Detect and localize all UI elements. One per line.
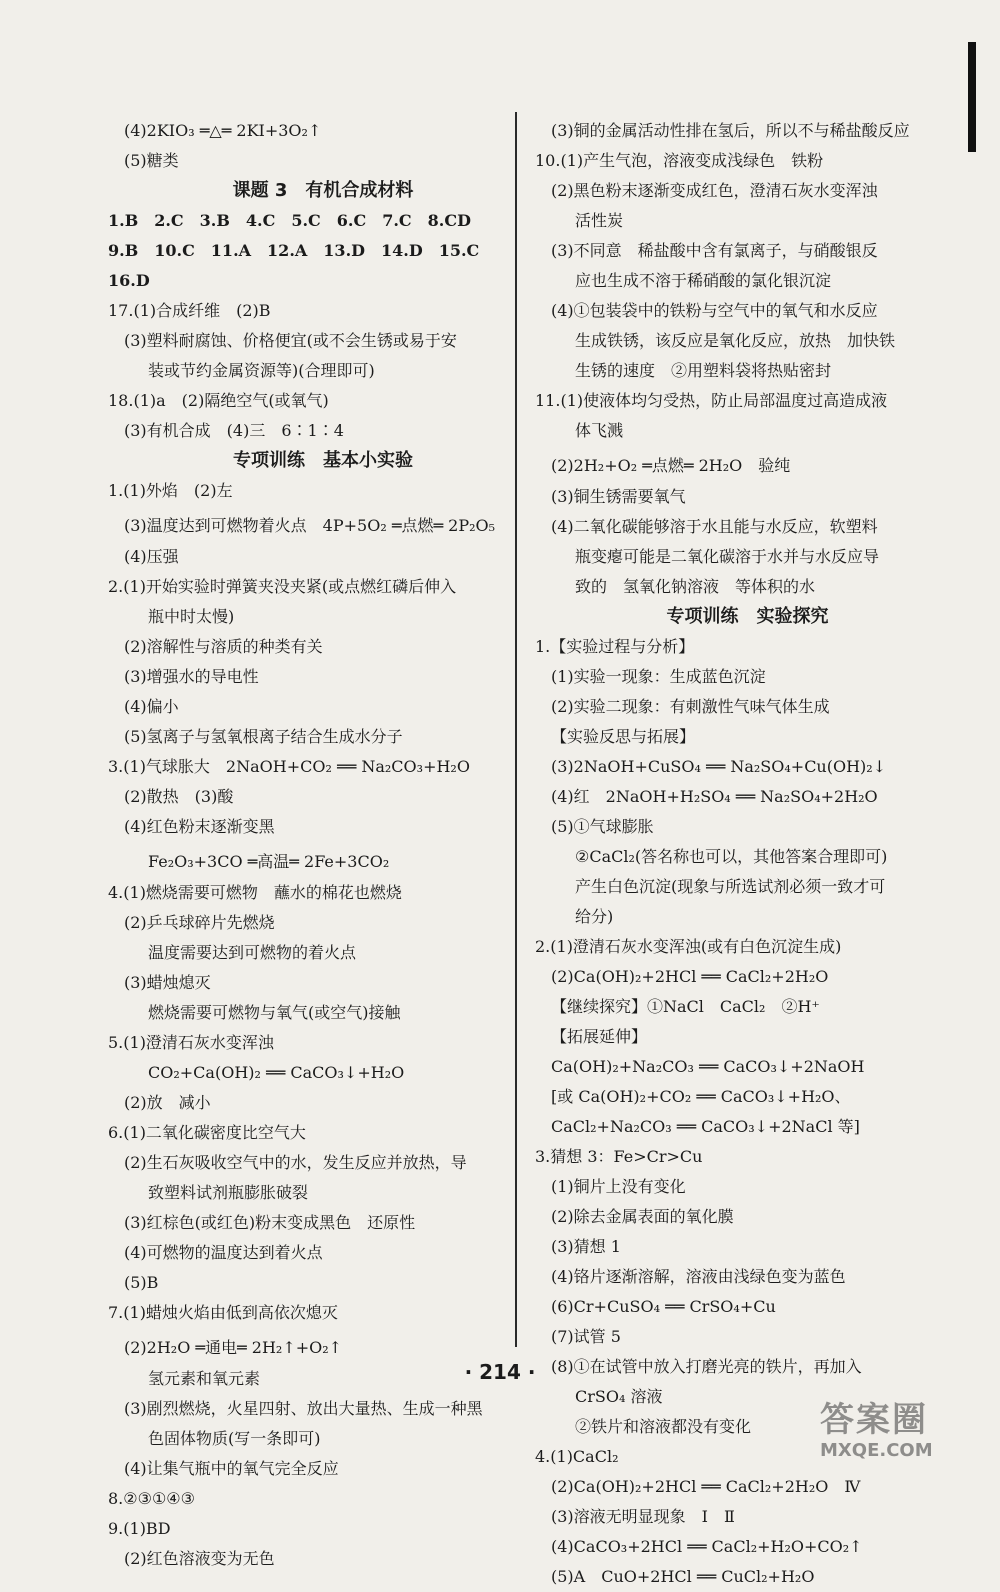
answer-line: 应也生成不溶于稀硝酸的氯化银沉淀 [575,271,832,290]
answer-line: 活性炭 [575,211,624,230]
answer-line: 10.(1)产生气泡，溶液变成浅绿色 铁粉 [535,151,824,170]
answer-line: 3.(1)气球胀大 2NaOH+CO₂ ══ Na₂CO₃+H₂O [108,757,470,776]
answer-line: (3)2NaOH+CuSO₄ ══ Na₂SO₄+Cu(OH)₂↓ [551,757,887,776]
answer-line: 【拓展延伸】 [551,1027,648,1046]
answer-line: 3.猜想 3：Fe>Cr>Cu [535,1147,703,1166]
answer-line: 【实验反思与拓展】 [551,727,696,746]
watermark-url: MXQE.COM [820,1440,933,1461]
answer-line: (3)铜的金属活动性排在氢后，所以不与稀盐酸反应 [551,121,910,140]
answer-line: 16.D [108,271,150,290]
answer-line: (5)A CuO+2HCl ══ CuCl₂+H₂O [551,1567,815,1586]
answer-line: 产生白色沉淀(现象与所选试剂必须一致才可 [575,877,886,896]
answer-line: (2)实验二现象：有刺激性气味气体生成 [551,697,830,716]
answer-line: (3)增强水的导电性 [124,667,259,686]
answer-line: (8)①在试管中放入打磨光亮的铁片，再加入 [551,1357,862,1376]
answer-line: (4)铬片逐渐溶解，溶液由浅绿色变为蓝色 [551,1267,846,1286]
answer-line: 2.(1)开始实验时弹簧夹没夹紧(或点燃红磷后伸入 [108,577,457,596]
answer-line: 7.(1)蜡烛火焰由低到高依次熄灭 [108,1303,338,1322]
answer-line: (5)B [124,1273,159,1292]
answer-line: (2)红色溶液变为无色 [124,1549,275,1568]
answer-line: (2)放 减小 [124,1093,211,1112]
section-heading: 专项训练 基本小实验 [233,450,413,471]
answer-line: 2.(1)澄清石灰水变浑浊(或有白色沉淀生成) [535,937,842,956]
answer-line: (5)①气球膨胀 [551,817,654,836]
answer-line: 18.(1)a (2)隔绝空气(或氧气) [108,391,329,410]
answer-line: CaCl₂+Na₂CO₃ ══ CaCO₃↓+2NaCl 等] [551,1117,860,1136]
answer-line: (4)压强 [124,547,179,566]
answer-line: 9.(1)BD [108,1519,171,1538]
answer-line: (3)红棕色(或红色)粉末变成黑色 还原性 [124,1213,416,1232]
answer-line: 9.B 10.C 11.A 12.A 13.D 14.D 15.C [108,241,480,260]
answer-line: 生成铁锈，该反应是氧化反应，放热 加快铁 [575,331,896,350]
answer-line: (4)可燃物的温度达到着火点 [124,1243,323,1262]
answer-line: 色固体物质(写一条即可) [148,1429,321,1448]
answer-line: (1)铜片上没有变化 [551,1177,686,1196]
answer-line: 8.②③①④③ [108,1489,195,1508]
answer-line: (2)Ca(OH)₂+2HCl ══ CaCl₂+2H₂O [551,967,829,986]
answer-line: 燃烧需要可燃物与氧气(或空气)接触 [148,1003,401,1022]
answer-line: (2)乒乓球碎片先燃烧 [124,913,275,932]
answer-line: (2)黑色粉末逐渐变成红色，澄清石灰水变浑浊 [551,181,878,200]
section-heading: 课题 3 有机合成材料 [232,180,414,201]
page-number: · 214 · [464,1360,536,1384]
answer-line: (2)溶解性与溶质的种类有关 [124,637,323,656]
answer-line: (3)猜想 1 [551,1237,621,1256]
answer-line: (3)不同意 稀盐酸中含有氯离子，与硝酸银反 [551,241,878,260]
answer-line: ②铁片和溶液都没有变化 [575,1417,752,1436]
answer-line: (2)2H₂+O₂ ═点燃═ 2H₂O 验纯 [551,456,791,475]
answer-line: 装或节约金属资源等)(合理即可) [148,361,375,380]
answer-line: (3)塑料耐腐蚀、价格便宜(或不会生锈或易于安 [124,331,457,350]
answer-line: 致塑料试剂瓶膨胀破裂 [148,1183,309,1202]
answer-line: (1)实验一现象：生成蓝色沉淀 [551,667,766,686]
answer-line: (3)剧烈燃烧，火星四射、放出大量热、生成一种黑 [124,1399,483,1418]
answer-line: 1.B 2.C 3.B 4.C 5.C 6.C 7.C 8.CD [108,211,471,230]
answer-line: (2)除去金属表面的氧化膜 [551,1207,734,1226]
answer-line: (2)2H₂O ═通电═ 2H₂↑+O₂↑ [124,1338,343,1357]
watermark-text: 答案圈 [820,1400,928,1440]
answer-line: 致的 氢氧化钠溶液 等体积的水 [575,577,816,596]
answer-line: Ca(OH)₂+Na₂CO₃ ══ CaCO₃↓+2NaOH [551,1057,865,1076]
answer-line: (3)有机合成 (4)三 6∶1∶4 [124,421,344,440]
answer-line: 6.(1)二氧化碳密度比空气大 [108,1123,306,1142]
answer-line: 11.(1)使液体均匀受热，防止局部温度过高造成液 [535,391,888,410]
watermark-logo [820,1400,990,1466]
answer-line: (5)糖类 [124,151,179,170]
answer-line: (2)生石灰吸收空气中的水，发生反应并放热，导 [124,1153,467,1172]
answer-line: (3)温度达到可燃物着火点 4P+5O₂ ═点燃═ 2P₂O₅ [124,516,496,535]
answer-line: CrSO₄ 溶液 [575,1387,663,1406]
answer-line: (4)红色粉末逐渐变黑 [124,817,275,836]
answer-line: 氢元素和氧元素 [148,1369,261,1388]
answer-line: 生锈的速度 ②用塑料袋将热贴密封 [575,361,832,380]
answer-line: 给分) [575,907,614,926]
left-column [108,116,538,1574]
answer-line: 4.(1)燃烧需要可燃物 蘸水的棉花也燃烧 [108,883,402,902]
answer-line: (4)让集气瓶中的氧气完全反应 [124,1459,339,1478]
answer-line: (2)散热 (3)酸 [124,787,234,806]
answer-line: (4)红 2NaOH+H₂SO₄ ══ Na₂SO₄+2H₂O [551,787,878,806]
answer-line: 4.(1)CaCl₂ [535,1447,619,1466]
answer-line: (3)蜡烛熄灭 [124,973,211,992]
answer-line: ②CaCl₂(答名称也可以，其他答案合理即可) [575,847,888,866]
answer-line: (2)Ca(OH)₂+2HCl ══ CaCl₂+2H₂O Ⅳ [551,1477,861,1496]
answer-line: (4)二氧化碳能够溶于水且能与水反应，软塑料 [551,517,878,536]
answer-line: 温度需要达到可燃物的着火点 [148,943,357,962]
answer-line: Fe₂O₃+3CO ═高温═ 2Fe+3CO₂ [148,852,390,871]
answer-line: CO₂+Ca(OH)₂ ══ CaCO₃↓+H₂O [148,1063,405,1082]
answer-line: 1.【实验过程与分析】 [535,637,695,656]
answer-line: (4)2KIO₃ ═△═ 2KI+3O₂↑ [124,121,322,140]
answer-line: (4)CaCO₃+2HCl ══ CaCl₂+H₂O+CO₂↑ [551,1537,863,1556]
answer-line: 【继续探究】①NaCl CaCl₂ ②H⁺ [551,997,820,1016]
answer-line: 1.(1)外焰 (2)左 [108,481,233,500]
answer-line: 体飞溅 [575,421,624,440]
answer-line: [或 Ca(OH)₂+CO₂ ══ CaCO₃↓+H₂O、 [551,1087,851,1106]
section-heading: 专项训练 实验探究 [666,606,829,627]
answer-line: 5.(1)澄清石灰水变浑浊 [108,1033,274,1052]
page-edge-bar [968,42,976,152]
answer-line: 瓶变瘪可能是二氧化碳溶于水并与水反应导 [575,547,880,566]
answer-line: (7)试管 5 [551,1327,621,1346]
answer-line: 瓶中时太慢) [148,607,235,626]
answer-line: (4)偏小 [124,697,179,716]
answer-line: (3)溶液无明显现象 Ⅰ Ⅱ [551,1507,735,1526]
answer-line: (3)铜生锈需要氧气 [551,487,686,506]
answer-line: (6)Cr+CuSO₄ ══ CrSO₄+Cu [551,1297,776,1316]
answer-line: (4)①包装袋中的铁粉与空气中的氧气和水反应 [551,301,878,320]
answer-line: 17.(1)合成纤维 (2)B [108,301,271,320]
answer-line: (5)氢离子与氢氧根离子结合生成水分子 [124,727,403,746]
